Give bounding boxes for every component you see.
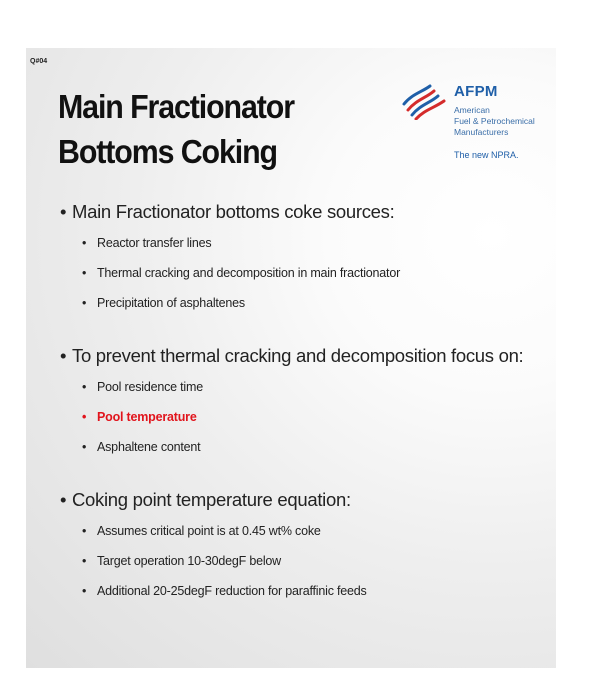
bullet-list — [60, 228, 550, 318]
logo-subtitle — [454, 105, 535, 138]
bullet-icon: • — [82, 380, 87, 394]
list-item-text: Pool temperature — [97, 410, 197, 424]
list-item — [82, 546, 550, 576]
bullet-icon: • — [82, 554, 87, 568]
bullet-icon: • — [82, 266, 87, 280]
bullet-icon: • — [60, 201, 67, 222]
logo-name: AFPM — [454, 83, 498, 100]
list-item-text: Additional 20-25degF reduction for paraffinic feeds — [97, 584, 367, 598]
bullet-icon: • — [82, 236, 87, 250]
bullet-list — [60, 372, 550, 462]
logo-subtitle-line-2: Fuel & Petrochemical — [454, 116, 535, 126]
list-item-text: Assumes critical point is at 0.45 wt% coke — [97, 524, 321, 538]
list-item-text: Precipitation of asphaltenes — [97, 296, 245, 310]
list-item-highlighted — [82, 402, 550, 432]
section-coking-equation — [60, 486, 550, 606]
section-heading — [60, 198, 550, 226]
list-item — [82, 372, 550, 402]
slide-tag: Q#04 — [30, 58, 48, 65]
bullet-icon: • — [82, 584, 87, 598]
list-item-text: Reactor transfer lines — [97, 236, 212, 250]
bullet-icon: • — [82, 296, 87, 310]
bullet-icon: • — [82, 410, 87, 424]
section-heading — [60, 342, 550, 370]
section-heading-text: Main Fractionator bottoms coke sources: — [72, 201, 395, 222]
section-coke-sources — [60, 198, 550, 318]
list-item — [82, 516, 550, 546]
slide-content — [60, 198, 550, 606]
list-item — [82, 432, 550, 462]
list-item — [82, 288, 550, 318]
list-item-text: Target operation 10-30degF below — [97, 554, 282, 568]
list-item — [82, 576, 550, 606]
afpm-stripes-icon — [400, 82, 448, 120]
bullet-icon: • — [82, 524, 87, 538]
logo-subtitle-line-3: Manufacturers — [454, 127, 509, 137]
section-heading-text: To prevent thermal cracking and decomposition focus on: — [72, 345, 524, 366]
slide-title-line-1: Main Fractionator — [58, 88, 294, 125]
list-item — [82, 228, 550, 258]
section-prevent-cracking — [60, 342, 550, 462]
section-heading — [60, 486, 550, 514]
bullet-icon: • — [60, 345, 67, 366]
bullet-icon: • — [82, 440, 87, 454]
afpm-logo — [400, 78, 540, 198]
list-item-text: Pool residence time — [97, 380, 203, 394]
logo-tagline: The new NPRA. — [454, 150, 519, 160]
section-heading-text: Coking point temperature equation: — [72, 489, 351, 510]
bullet-list — [60, 516, 550, 606]
bullet-icon: • — [60, 489, 67, 510]
list-item — [82, 258, 550, 288]
slide-title — [58, 84, 294, 174]
slide-title-line-2: Bottoms Coking — [58, 133, 277, 170]
list-item-text: Asphaltene content — [97, 440, 201, 454]
logo-subtitle-line-1: American — [454, 105, 490, 115]
slide — [26, 48, 556, 668]
list-item-text: Thermal cracking and decomposition in main fractionator — [97, 266, 401, 280]
